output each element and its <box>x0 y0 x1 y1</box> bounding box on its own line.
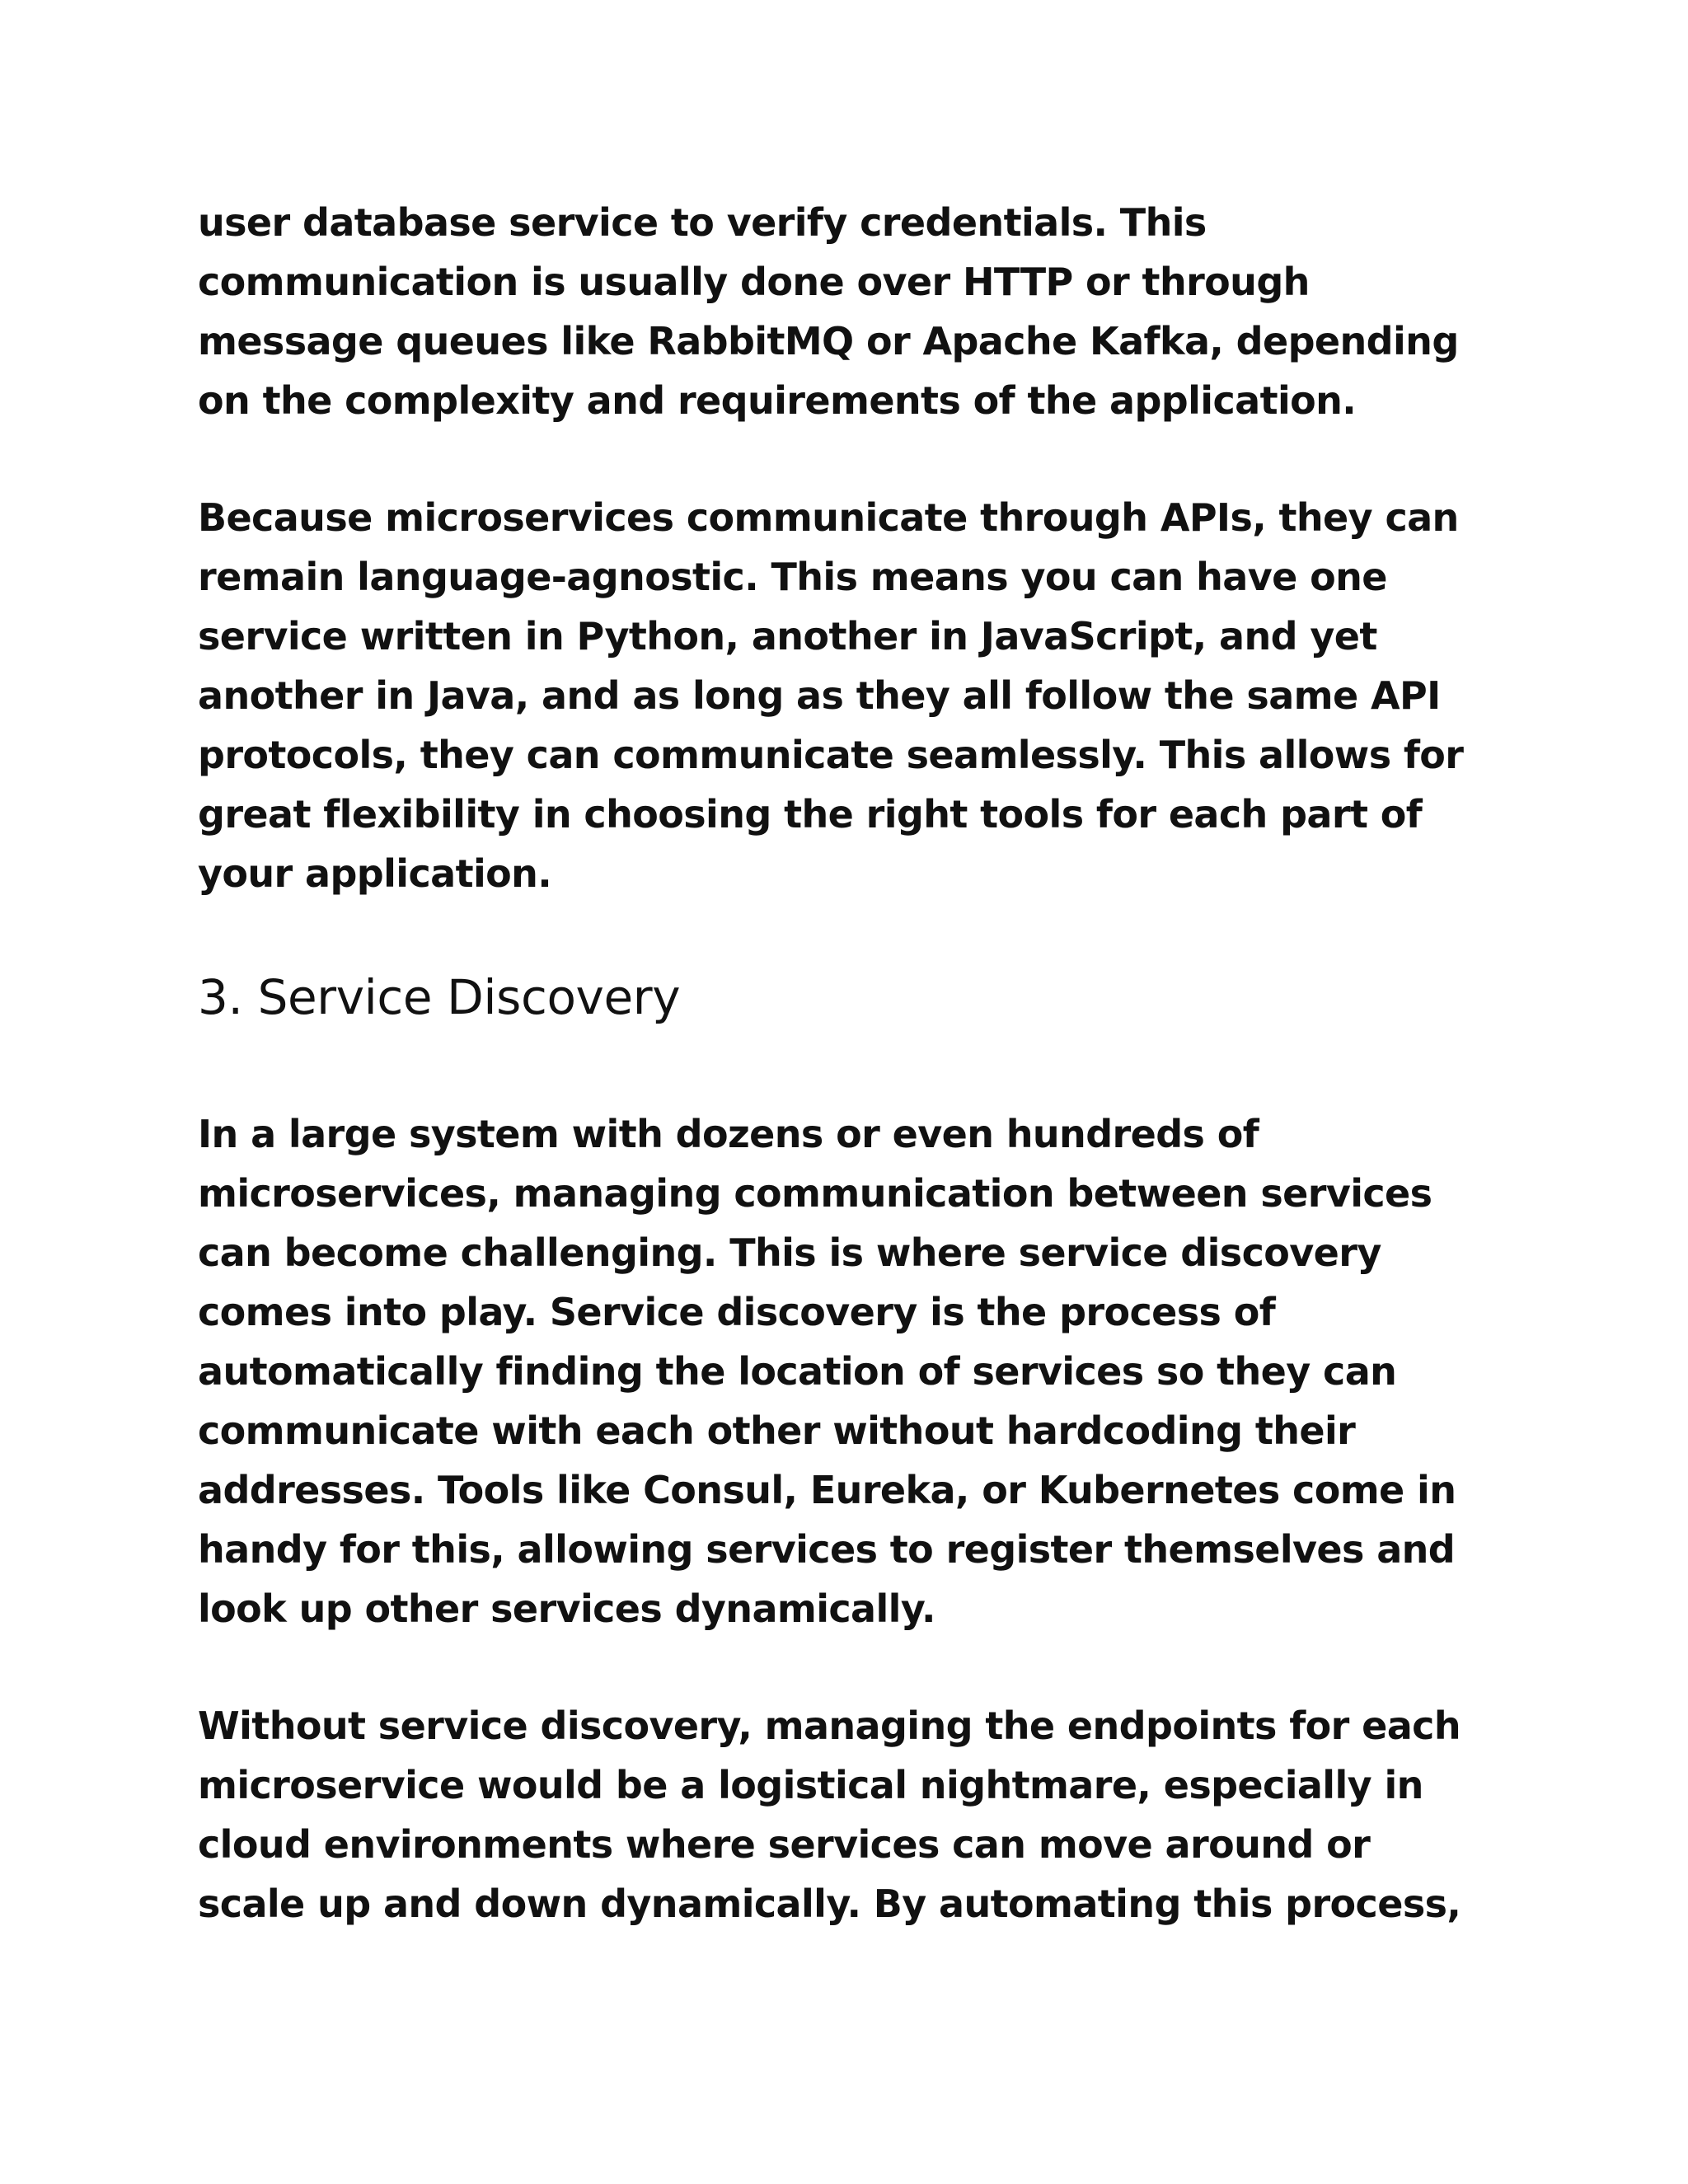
text-line: automatically finding the location of services so they can <box>198 1349 1397 1394</box>
paragraph-without-discovery <box>198 1696 1550 1933</box>
section-heading: 3. Service Discovery <box>198 969 681 1025</box>
text-line: handy for this, allowing services to register themselves and <box>198 1527 1456 1572</box>
text-line: Without service discovery, managing the endpoints for each <box>198 1704 1461 1748</box>
text-line: comes into play. Service discovery is the process of <box>198 1290 1276 1334</box>
paragraph-communication <box>198 193 1550 430</box>
text-line: microservice would be a logistical nightmare, especially in <box>198 1763 1423 1807</box>
text-line: another in Java, and as long as they all follow the same API <box>198 673 1441 718</box>
text-line: communication is usually done over HTTP or through <box>198 260 1310 304</box>
text-line: on the complexity and requirements of the application. <box>198 378 1357 423</box>
text-line: communicate with each other without hardcoding their <box>198 1408 1356 1453</box>
paragraph-language-agnostic <box>198 488 1550 903</box>
text-line: scale up and down dynamically. By automating this process, <box>198 1882 1461 1926</box>
text-line: protocols, they can communicate seamlessly. This allows for <box>198 733 1464 777</box>
text-line: your application. <box>198 851 552 896</box>
text-line: service written in Python, another in JavaScript, and yet <box>198 614 1377 658</box>
text-line: Because microservices communicate through APIs, they can <box>198 495 1459 540</box>
text-line: microservices, managing communication between services <box>198 1171 1432 1216</box>
text-line: remain language-agnostic. This means you can have one <box>198 555 1387 599</box>
text-line: great flexibility in choosing the right tools for each part of <box>198 792 1423 837</box>
text-line: look up other services dynamically. <box>198 1586 935 1631</box>
paragraph-service-discovery-intro <box>198 1104 1550 1638</box>
text-line: addresses. Tools like Consul, Eureka, or Kubernetes come in <box>198 1468 1456 1512</box>
text-line: In a large system with dozens or even hundreds of <box>198 1112 1259 1156</box>
text-line: can become challenging. This is where service discovery <box>198 1230 1381 1275</box>
text-line: user database service to verify credentials. This <box>198 200 1207 245</box>
text-line: message queues like RabbitMQ or Apache Kafka, depending <box>198 319 1459 363</box>
text-line: cloud environments where services can move around or <box>198 1822 1371 1867</box>
